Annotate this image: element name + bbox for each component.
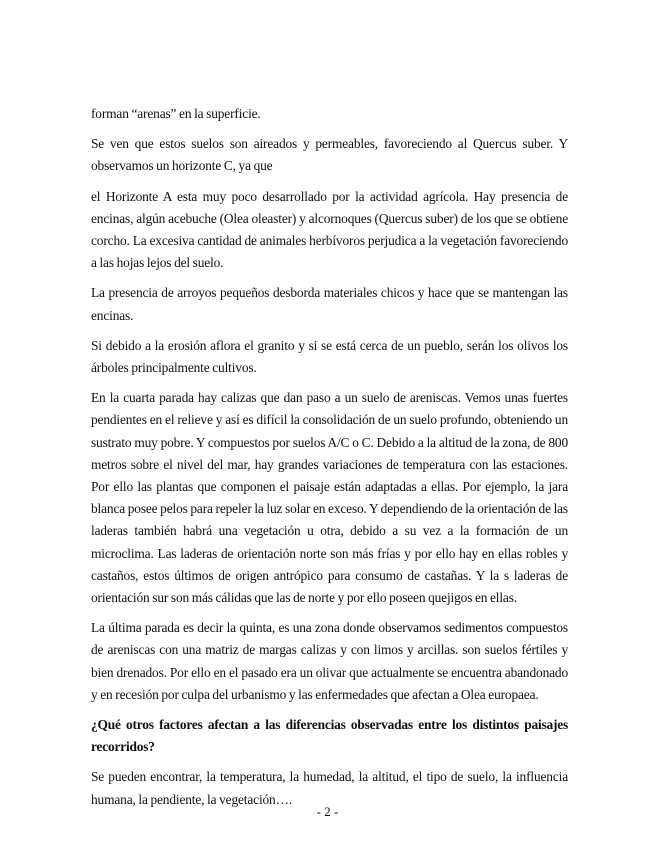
page-number: - 2 - <box>316 804 339 819</box>
paragraph-horizonte-a: el Horizonte A esta muy poco desarrollado por la actividad agrícola. Hay presencia de encinas, algún acebuche (Olea oleaster) y alcornoques (Quercus suber) de los que se obtiene corcho. La excesiva cantidad de animales herbívoros perjudica a la vegetación favoreciendo a las hojas lejos del suelo. <box>91 188 568 271</box>
paragraph-arenas: forman “arenas” en la superficie. <box>91 106 261 121</box>
paragraph-answer: Se pueden encontrar, la temperatura, la humedad, la altitud, el tipo de suelo, la influencia humana, la pendiente, la vegetación…. <box>91 769 568 807</box>
paragraph-cuarta-parada: En la cuarta parada hay calizas que dan paso a un suelo de areniscas. Vemos unas fuertes pendientes en el relieve y así es difícil la consolidación de un suelo profundo, obteniendo un sustrato muy pobre. Y compuestos por suelos A/C o C. Debido a la altitud de la zona, de 800 metros sobre el nivel del mar, hay grandes variaciones de temperatura con las estaciones. Por ello las plantas que componen el paisaje están adaptadas a ellas. Por ejemplo, la jara blanca posee pelos para repeler la luz solar en exceso. Y dependiendo de la orientación de las laderas también habrá una vegetación u otra, debido a su vez a la formación de un microclima. Las laderas de orientación norte son más frías y por ello hay en ellas robles y castaños, estos últimos de origen antrópico para consumo de castañas. Y la s laderas de orientación sur son más cálidas que las de norte y por ello poseen quejigos en ellas. <box>91 390 568 606</box>
question-heading: ¿Qué otros factores afectan a las diferencias observadas entre los distintos paisajes recorridos? <box>91 717 568 755</box>
document-body <box>91 103 568 819</box>
paragraph-quinta-parada: La última parada es decir la quinta, es una zona donde observamos sedimentos compuestos de areniscas con una matriz de margas calizas y con limos y arcillas. son suelos fértiles y bien drenados. Por ello en el pasado era un olivar que actualmente se encuentra abandonado y en recesión por culpa del urbanismo y las enfermedades que afectan a Olea europaea. <box>91 620 568 702</box>
paragraph-granito: Si debido a la erosión aflora el granito y si se está cerca de un pueblo, serán los olivos los árboles principalmente cultivos. <box>91 337 568 376</box>
paragraph-arroyos: La presencia de arroyos pequeños desborda materiales chicos y hace que se mantengan las encinas. <box>91 285 568 323</box>
paragraph-suelos-aireados: Se ven que estos suelos son aireados y permeables, favoreciendo al Quercus suber. Y observamos un horizonte C, ya que <box>91 136 568 174</box>
